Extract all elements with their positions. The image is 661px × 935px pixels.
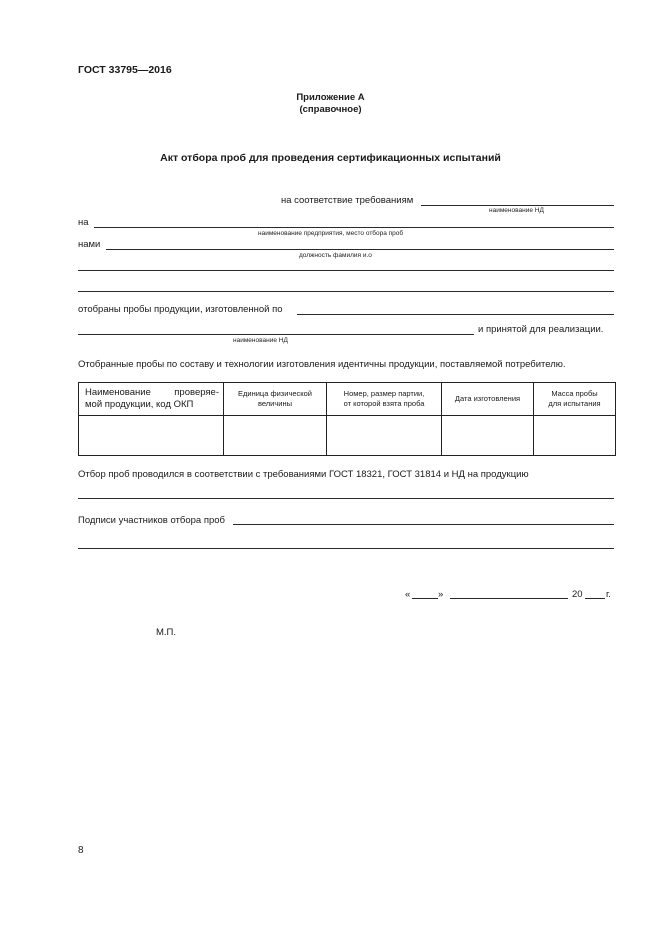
appendix-note: (справочное): [299, 104, 362, 115]
table-cell[interactable]: [79, 416, 224, 456]
page-number: 8: [78, 845, 84, 856]
header-date: Дата изготовления: [442, 383, 534, 416]
sampling-blank-line[interactable]: [78, 498, 614, 499]
date-day-line[interactable]: [412, 598, 438, 599]
compliance-label: на соответствие требованиям: [281, 195, 414, 206]
table-cell[interactable]: [534, 416, 616, 456]
nd-continuation-line[interactable]: [78, 334, 474, 335]
samples-taken-label: отобраны пробы продукции, изготовленной по: [78, 304, 283, 315]
blank-line-1[interactable]: [78, 270, 614, 271]
signatures-label: Подписи участников отбора проб: [78, 515, 225, 526]
header-product-name: Наименование проверяе- мой продукции, код ОКП: [79, 383, 224, 416]
position-caption: должность фамилия и.о: [299, 252, 372, 259]
samples-table: [78, 382, 616, 456]
stamp-label: М.П.: [156, 627, 177, 638]
on-label: на: [78, 217, 89, 228]
table-cell[interactable]: [442, 416, 534, 456]
accepted-label: и принятой для реализации.: [478, 324, 604, 335]
nd-caption-2: наименование НД: [233, 337, 288, 344]
by-us-label: нами: [78, 239, 101, 250]
date-month-line[interactable]: [450, 598, 568, 599]
manufactured-nd-line[interactable]: [297, 314, 614, 315]
header-mass: Масса пробы для испытания: [534, 383, 616, 416]
date-open-quote: «: [405, 589, 411, 600]
appendix-title: Приложение А: [296, 92, 365, 103]
identical-statement: Отобранные пробы по составу и технологии изготовления идентичны продукции, поставляемой потребителю.: [78, 359, 566, 370]
year-prefix: 20: [572, 589, 583, 600]
enterprise-caption: наименование предприятия, место отбора проб: [258, 230, 404, 237]
sampling-statement: Отбор проб проводился в соответствии с требованиями ГОСТ 18321, ГОСТ 31814 и НД на продукцию: [78, 469, 529, 480]
enterprise-field-line[interactable]: [94, 227, 614, 228]
header-batch: Номер, размер партии, от которой взята проба: [327, 383, 442, 416]
date-year-line[interactable]: [585, 598, 605, 599]
table-cell[interactable]: [327, 416, 442, 456]
year-suffix: г.: [606, 589, 611, 600]
signatures-blank-line[interactable]: [78, 548, 614, 549]
standard-number: ГОСТ 33795—2016: [78, 64, 172, 76]
signatures-line[interactable]: [233, 524, 614, 525]
nd-caption: наименование НД: [489, 207, 544, 214]
table-cell[interactable]: [224, 416, 327, 456]
nd-field-line[interactable]: [421, 205, 614, 206]
table-header-row: [79, 383, 616, 416]
date-close-quote: »: [438, 589, 444, 600]
position-field-line[interactable]: [106, 249, 614, 250]
blank-line-2[interactable]: [78, 291, 614, 292]
table-row: [79, 416, 616, 456]
header-unit: Единица физической величины: [224, 383, 327, 416]
act-title: Акт отбора проб для проведения сертификационных испытаний: [160, 152, 501, 164]
